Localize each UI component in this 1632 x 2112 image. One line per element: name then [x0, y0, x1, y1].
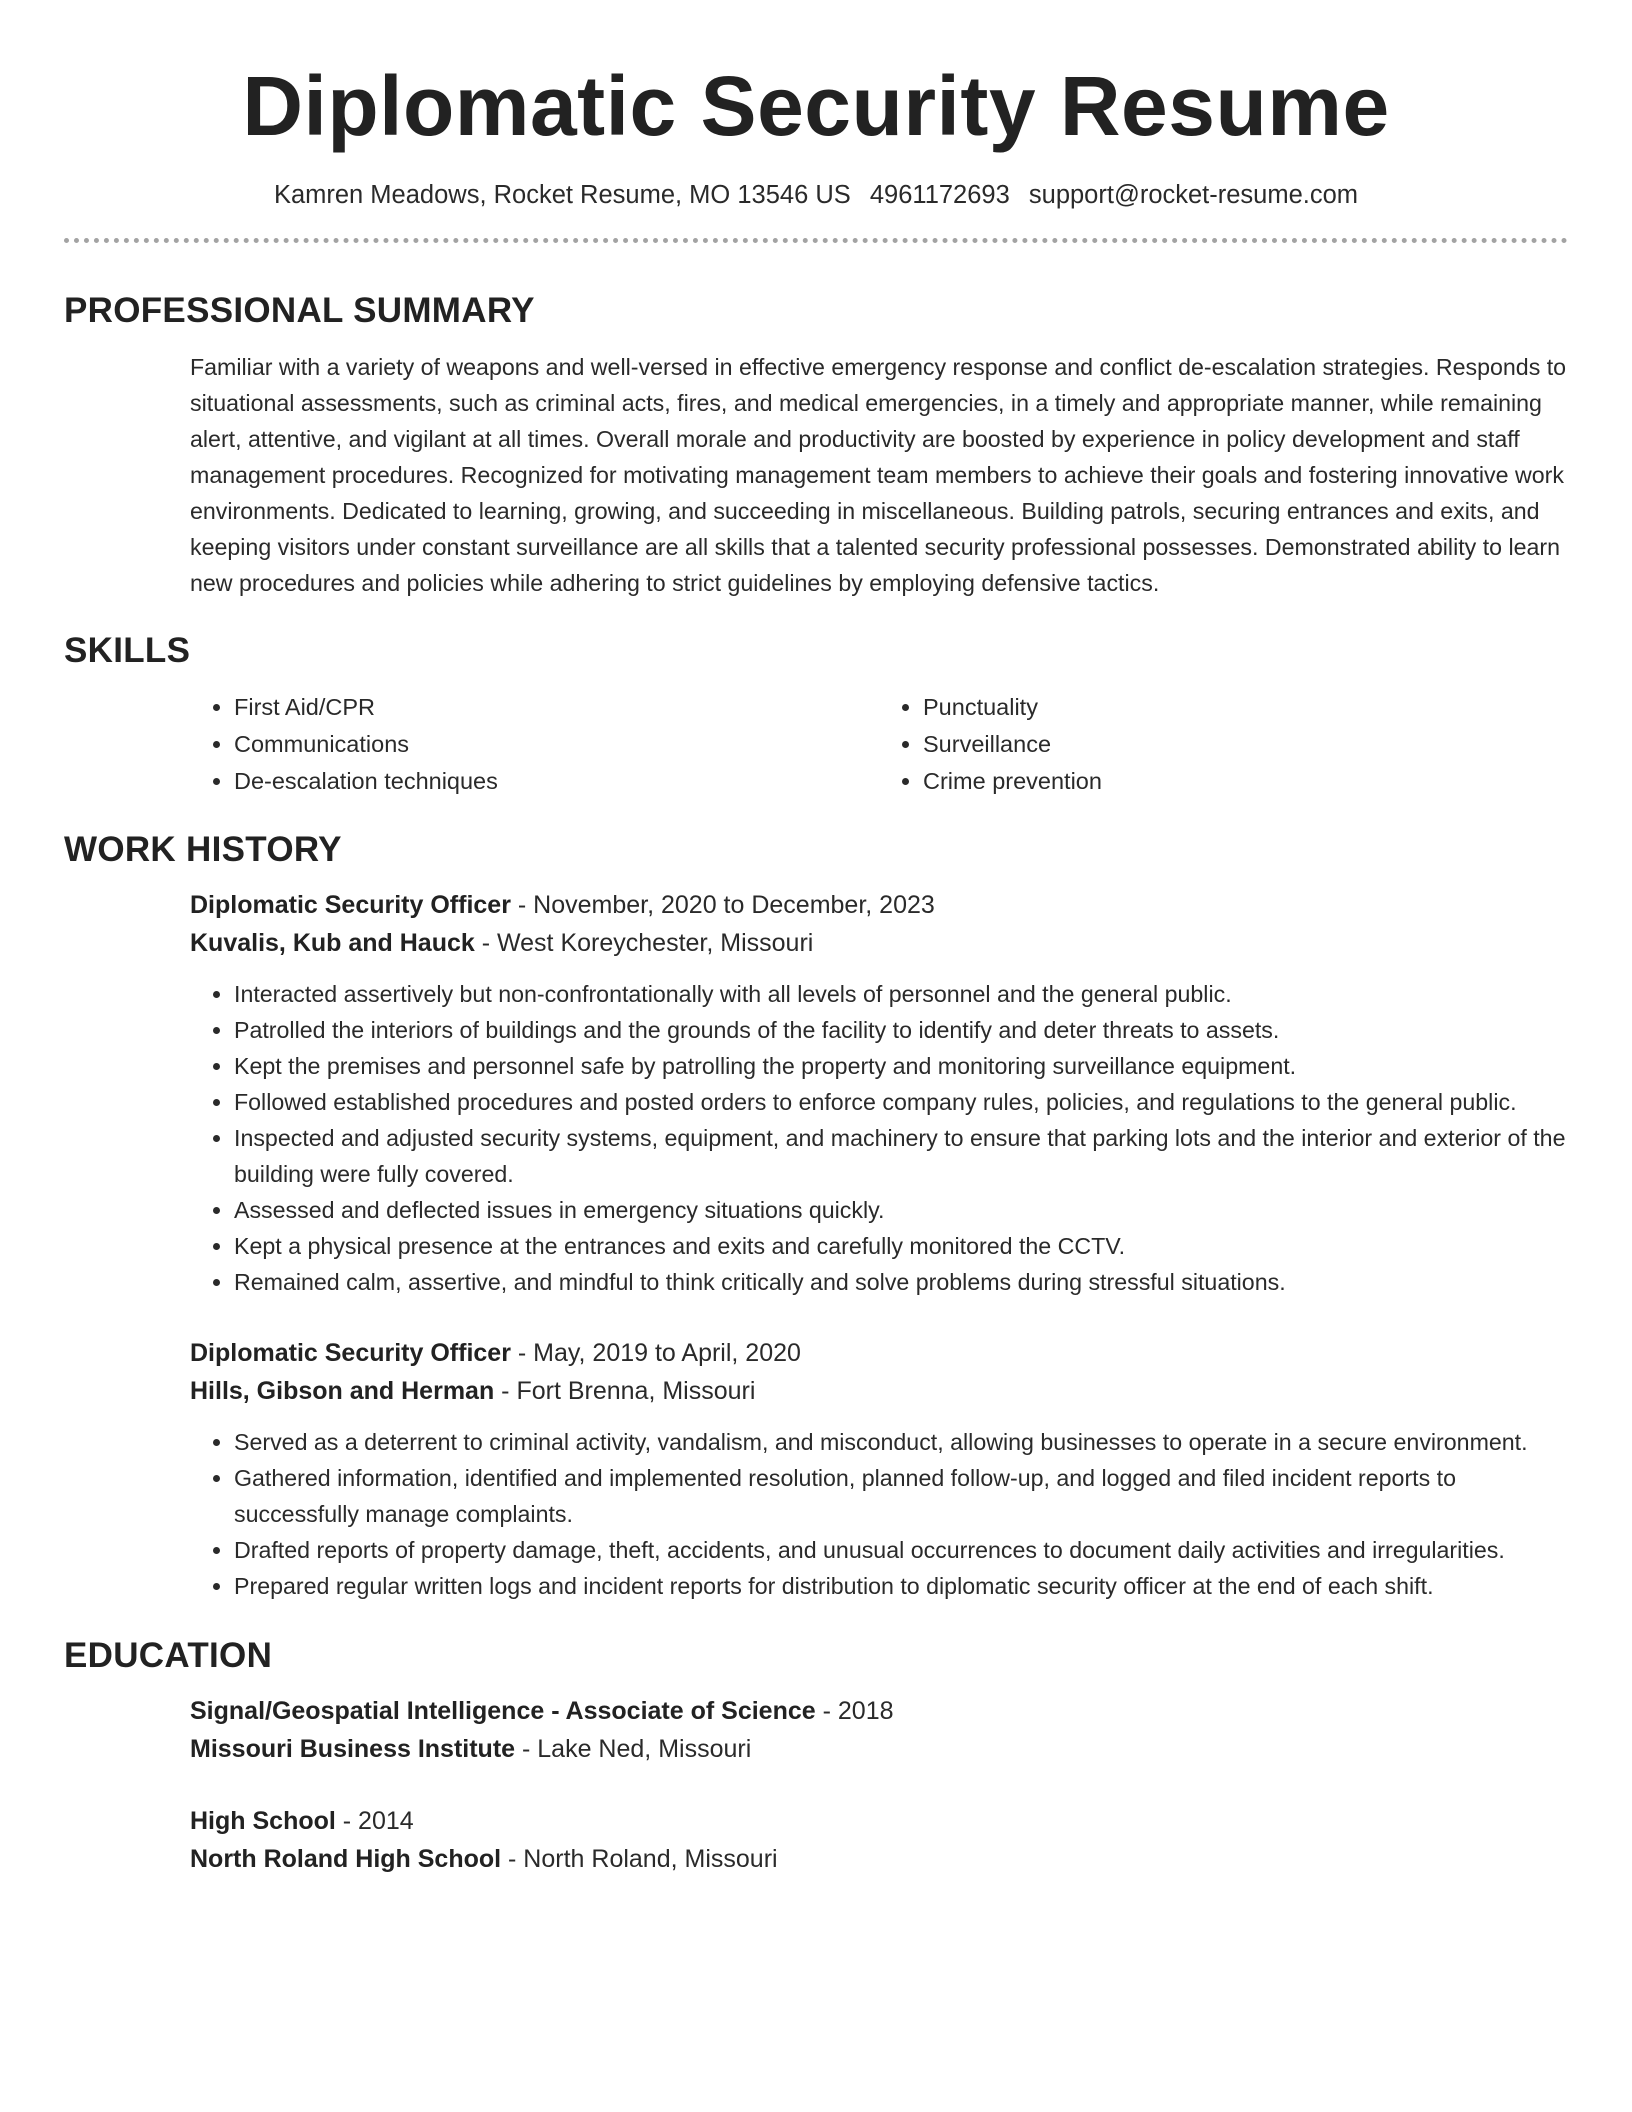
job-bullets: [190, 976, 1568, 1300]
skill-item: • Surveillance: [923, 726, 1568, 763]
skills-column-left: [190, 689, 879, 800]
job-bullet: • Drafted reports of property damage, theft, accidents, and unusual occurrences to document daily activities and irregularities.: [234, 1532, 1568, 1568]
job-company: Hills, Gibson and Herman: [190, 1377, 495, 1405]
header-divider: [64, 238, 1568, 243]
job-dates: - November, 2020 to December, 2023: [510, 891, 935, 919]
section-heading-work-history: WORK HISTORY: [64, 830, 342, 869]
contact-line: [64, 178, 1568, 212]
job-company-line: [190, 924, 1568, 962]
contact-address: Kamren Meadows, Rocket Resume, MO 13546 US: [273, 181, 851, 209]
job-location: - West Koreychester, Missouri: [474, 929, 814, 957]
resume-page: [64, 0, 1568, 1878]
education-degree: High School: [190, 1807, 336, 1835]
job-bullet: • Kept a physical presence at the entrances and exits and carefully monitored the CCTV.: [234, 1228, 1568, 1264]
education-year: - 2018: [815, 1697, 894, 1725]
job-title: Diplomatic Security Officer: [190, 1339, 511, 1367]
contact-phone: 4961172693: [869, 181, 1010, 209]
job-entry: [190, 1334, 1568, 1604]
job-entry: [190, 886, 1568, 1300]
job-bullet: • Interacted assertively but non-confrontationally with all levels of personnel and the general public.: [234, 976, 1568, 1012]
education-entry: [190, 1692, 1568, 1768]
job-title: Diplomatic Security Officer: [190, 891, 511, 919]
page-title: Diplomatic Security Resume: [242, 59, 1390, 153]
education-school-line: [190, 1840, 1568, 1878]
education-location: - North Roland, Missouri: [501, 1845, 778, 1873]
job-bullet: • Assessed and deflected issues in emergency situations quickly.: [234, 1192, 1568, 1228]
education-school: Missouri Business Institute: [190, 1735, 516, 1763]
education-school-line: [190, 1730, 1568, 1768]
job-bullet: • Patrolled the interiors of buildings and the grounds of the facility to identify and deter threats to assets.: [234, 1012, 1568, 1048]
job-bullet: • Served as a deterrent to criminal activity, vandalism, and misconduct, allowing businesses to operate in a secure environment.: [234, 1424, 1568, 1460]
summary-text: Familiar with a variety of weapons and well-versed in effective emergency response and conflict de-escalation strategies. Responds to situational assessments, such as criminal acts, fires, and medical emergencies, in a timely and appropriate manner, while remaining alert, attentive, and vigilant at all times. Overall morale and productivity are boosted by experience in policy development and staff management procedures. Recognized for motivating management team members to achieve their goals and fostering innovative work environments. Dedicated to learning, growing, and succeeding in miscellaneous. Building patrols, securing entrances and exits, and keeping visitors under constant surveillance are all skills that a talented security professional possesses. Demonstrated ability to learn new procedures and policies while adhering to strict guidelines by employing defensive tactics.: [190, 354, 1567, 596]
contact-email: support@rocket-resume.com: [1028, 181, 1359, 209]
job-company-line: [190, 1372, 1568, 1410]
section-heading-summary: PROFESSIONAL SUMMARY: [64, 291, 535, 330]
job-company: Kuvalis, Kub and Hauck: [190, 929, 475, 957]
skills-column-right: [879, 689, 1568, 800]
job-bullet: • Inspected and adjusted security systems, equipment, and machinery to ensure that parking lots and the interior and exterior of the building were fully covered.: [234, 1120, 1568, 1192]
job-title-line: [190, 886, 1568, 924]
section-heading-education: EDUCATION: [64, 1636, 273, 1675]
education-degree-line: [190, 1802, 1568, 1840]
job-bullets: [190, 1424, 1568, 1604]
skill-item: • De-escalation techniques: [234, 763, 879, 800]
education-location: - Lake Ned, Missouri: [515, 1735, 752, 1763]
job-bullet: • Prepared regular written logs and incident reports for distribution to diplomatic security officer at the end of each shift.: [234, 1568, 1568, 1604]
job-dates: - May, 2019 to April, 2020: [510, 1339, 801, 1367]
job-bullet: • Kept the premises and personnel safe by patrolling the property and monitoring surveillance equipment.: [234, 1048, 1568, 1084]
education-year: - 2014: [335, 1807, 414, 1835]
education-degree: Signal/Geospatial Intelligence - Associate of Science: [190, 1697, 816, 1725]
skill-item: • Punctuality: [923, 689, 1568, 726]
job-location: - Fort Brenna, Missouri: [494, 1377, 756, 1405]
skills-list: [190, 689, 1568, 800]
skill-item: • Crime prevention: [923, 763, 1568, 800]
skill-item: • Communications: [234, 726, 879, 763]
section-heading-skills: SKILLS: [64, 631, 191, 670]
job-title-line: [190, 1334, 1568, 1372]
job-bullet: • Remained calm, assertive, and mindful to think critically and solve problems during stressful situations.: [234, 1264, 1568, 1300]
education-entry: [190, 1802, 1568, 1878]
education-school: North Roland High School: [190, 1845, 502, 1873]
skill-item: • First Aid/CPR: [234, 689, 879, 726]
job-bullet: • Followed established procedures and posted orders to enforce company rules, policies, and regulations to the general public.: [234, 1084, 1568, 1120]
education-degree-line: [190, 1692, 1568, 1730]
job-bullet: • Gathered information, identified and implemented resolution, planned follow-up, and logged and filed incident reports to successfully manage complaints.: [234, 1460, 1568, 1532]
